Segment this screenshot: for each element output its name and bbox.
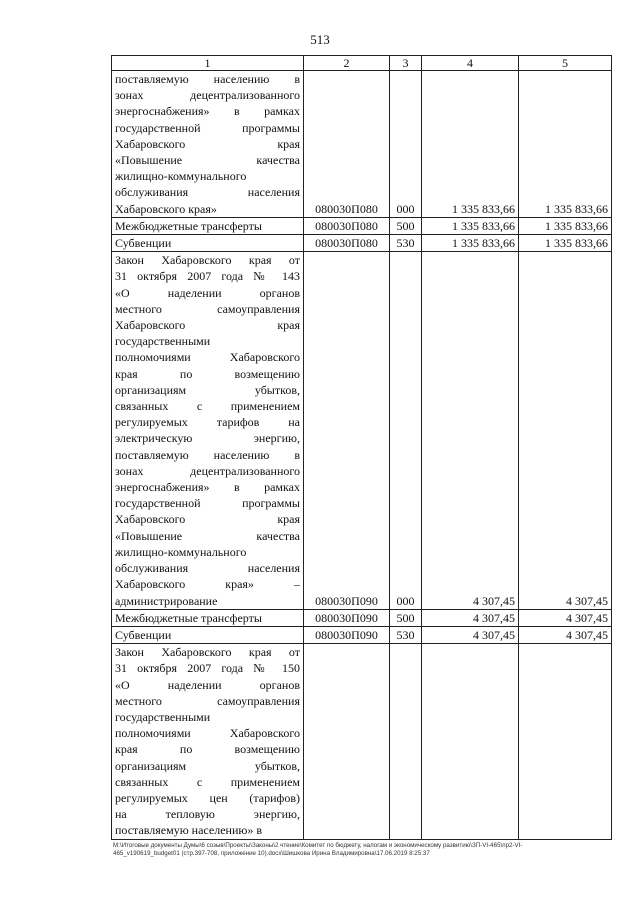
- row-name-line: государственными: [115, 334, 211, 349]
- table-row: [112, 644, 612, 839]
- row-name-cell: [112, 644, 304, 839]
- amount-year-1: 1 335 833,66: [422, 235, 519, 252]
- amount-year-2: 1 335 833,66: [519, 235, 612, 252]
- row-name-line: поставляемую населению в: [115, 72, 300, 86]
- table-row: [112, 609, 612, 626]
- budget-table: [111, 55, 612, 840]
- amount-year-2: 1 335 833,66: [519, 217, 612, 234]
- row-name-line: государственными: [115, 709, 211, 724]
- row-name-line: государственной программы: [115, 496, 300, 511]
- amount-year-2: 4 307,45: [519, 252, 612, 609]
- row-name-line: поставляемую населению» в: [115, 823, 262, 838]
- table-row: [112, 252, 612, 609]
- row-name-line: «Повышение качества: [115, 153, 300, 168]
- expense-type-code: [390, 644, 422, 839]
- footer-line-1: M:\Итоговые документы Думы\6 созыв\Проекты\Законы\2 чтение\Комитет по бюджету, налогам и экономическому развитию\ЗП-VI-465\пр2-VI-: [113, 842, 523, 849]
- header-cell-5: 5: [519, 56, 612, 71]
- expense-type-code: 530: [390, 235, 422, 252]
- row-name-line: Закон Хабаровского края от: [115, 645, 300, 660]
- row-name-cell: [112, 252, 304, 609]
- row-name-line: Межбюджетные трансферты: [115, 218, 262, 233]
- row-name-cell: [112, 626, 304, 643]
- row-name-cell: [112, 217, 304, 234]
- target-article-code: 080030П080: [304, 235, 390, 252]
- row-name-line: энергоснабжения» в рамках: [115, 104, 300, 119]
- row-name-line: обслуживания населения: [115, 561, 300, 576]
- row-name-line: связанных с применением: [115, 774, 300, 789]
- row-name-line: Хабаровского края: [115, 512, 300, 527]
- row-name-line: энергоснабжения» в рамках: [115, 480, 300, 495]
- page-number: 513: [310, 32, 330, 47]
- amount-year-2: [519, 644, 612, 839]
- row-name-line: администрирование: [115, 593, 218, 608]
- row-name-line: Закон Хабаровского края от: [115, 253, 300, 268]
- row-name-line: 31 октября 2007 года № 143: [115, 269, 300, 284]
- row-name-line: местного самоуправления: [115, 693, 300, 708]
- table-row: [112, 626, 612, 643]
- amount-year-1: [422, 644, 519, 839]
- expense-type-code: 500: [390, 609, 422, 626]
- footer-line-2: 465_v190619_budget01 (стр.397-708, приложение 10).docx\Шишкова Ирина Владимировна\17.06.2019 8:25:37: [113, 850, 430, 857]
- row-name-line: поставляемую населению в: [115, 447, 300, 462]
- amount-year-1: 4 307,45: [422, 252, 519, 609]
- amount-year-2: 1 335 833,66: [519, 71, 612, 218]
- file-path-footer: [113, 842, 613, 858]
- table-row: [112, 235, 612, 252]
- row-name-line: «О наделении органов: [115, 677, 300, 692]
- row-name-line: края по возмещению: [115, 366, 300, 381]
- amount-year-1: 4 307,45: [422, 626, 519, 643]
- target-article-code: 080030П090: [304, 609, 390, 626]
- table-row: [112, 71, 612, 218]
- row-name-line: электрическую энергию,: [115, 431, 300, 446]
- row-name-cell: [112, 609, 304, 626]
- target-article-code: 080030П080: [304, 71, 390, 218]
- amount-year-2: 4 307,45: [519, 609, 612, 626]
- target-article-code: 080030П090: [304, 626, 390, 643]
- row-name-line: Межбюджетные трансферты: [115, 610, 262, 625]
- row-name-line: государственной программы: [115, 120, 300, 135]
- row-name-line: 31 октября 2007 года № 150: [115, 661, 300, 676]
- expense-type-code: 000: [390, 252, 422, 609]
- row-name-line: местного самоуправления: [115, 301, 300, 316]
- row-name-line: жилищно-коммунального: [115, 544, 247, 559]
- amount-year-2: 4 307,45: [519, 626, 612, 643]
- target-article-code: 080030П090: [304, 252, 390, 609]
- row-name-line: края по возмещению: [115, 742, 300, 757]
- row-name-line: Субвенции: [115, 627, 172, 642]
- row-name-line: жилищно-коммунального: [115, 169, 247, 184]
- row-name-line: Хабаровского края»: [115, 201, 217, 216]
- row-name-line: организациям убытков,: [115, 382, 300, 397]
- row-name-line: Хабаровского края: [115, 136, 300, 151]
- table-header-row: [112, 56, 612, 71]
- target-article-code: [304, 644, 390, 839]
- row-name-cell: [112, 235, 304, 252]
- header-cell-2: 2: [304, 56, 390, 71]
- expense-type-code: 500: [390, 217, 422, 234]
- row-name-line: «Повышение качества: [115, 528, 300, 543]
- row-name-line: зонах децентрализованного: [115, 463, 300, 478]
- row-name-line: Субвенции: [115, 236, 172, 251]
- row-name-line: регулируемых тарифов на: [115, 415, 300, 430]
- row-name-line: связанных с применением: [115, 399, 300, 414]
- amount-year-1: 1 335 833,66: [422, 217, 519, 234]
- header-cell-3: 3: [390, 56, 422, 71]
- target-article-code: 080030П080: [304, 217, 390, 234]
- expense-type-code: 000: [390, 71, 422, 218]
- amount-year-1: 4 307,45: [422, 609, 519, 626]
- table-row: [112, 217, 612, 234]
- row-name-cell: [112, 71, 304, 218]
- header-cell-4: 4: [422, 56, 519, 71]
- header-cell-1: 1: [112, 56, 304, 71]
- row-name-line: организациям убытков,: [115, 758, 300, 773]
- amount-year-1: 1 335 833,66: [422, 71, 519, 218]
- row-name-line: зонах децентрализованного: [115, 88, 300, 103]
- row-name-line: регулируемых цен (тарифов): [115, 790, 300, 805]
- expense-type-code: 530: [390, 626, 422, 643]
- row-name-line: полномочиями Хабаровского: [115, 350, 300, 365]
- row-name-line: обслуживания населения: [115, 185, 300, 200]
- row-name-line: полномочиями Хабаровского: [115, 726, 300, 741]
- row-name-line: Хабаровского края» –: [115, 577, 300, 592]
- row-name-line: Хабаровского края: [115, 318, 300, 333]
- row-name-line: на тепловую энергию,: [115, 807, 300, 822]
- row-name-line: «О наделении органов: [115, 285, 300, 300]
